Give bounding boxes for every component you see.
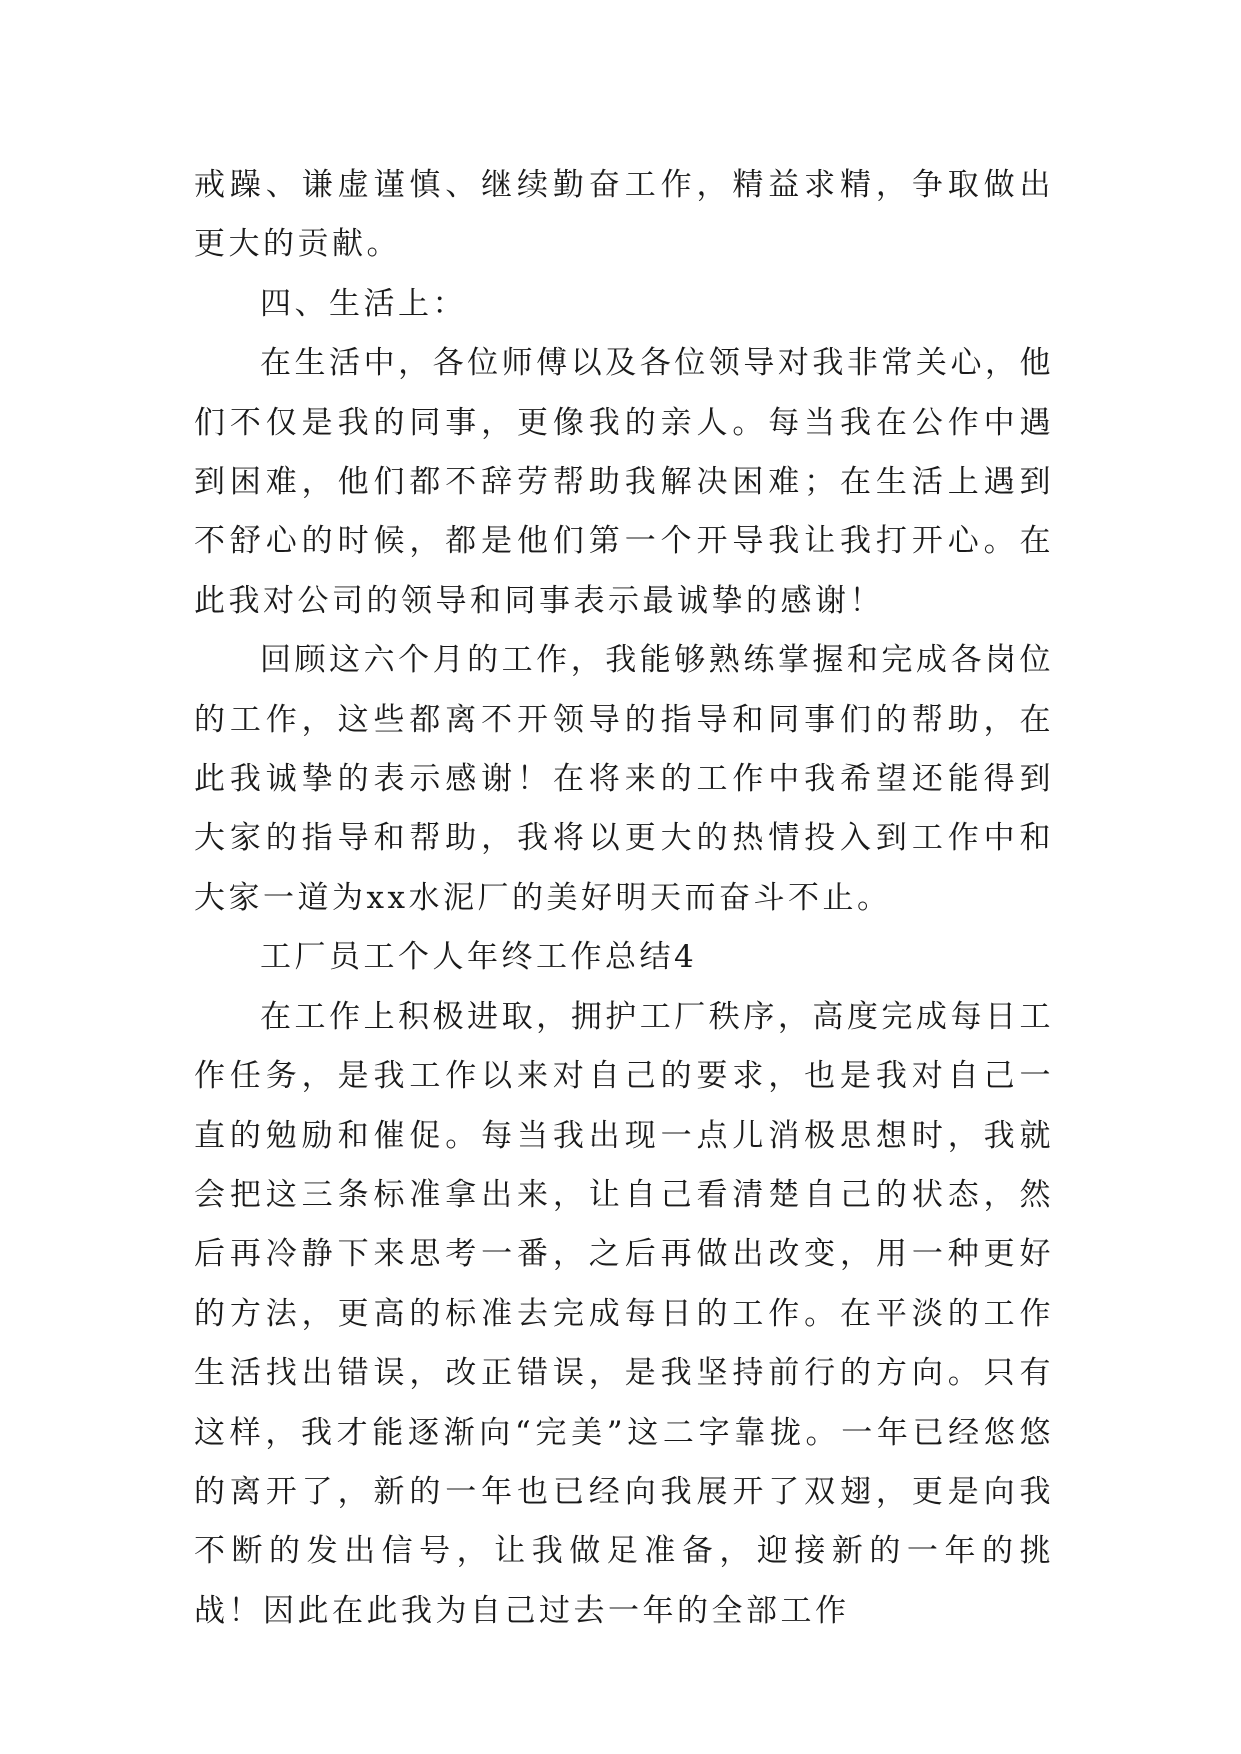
paragraph-work: 在工作上积极进取，拥护工厂秩序，高度完成每日工作任务，是我工作以来对自己的要求，也是我对自己一直的勉励和催促。每当我出现一点儿消极思想时，我就会把这三条标准拿出来，让自己看清楚自己的状态，然后再冷静下来思考一番，之后再做出改变，用一种更好的方法，更高的标准去完成每日的工作。在平淡的工作生活找出错误，改正错误，是我坚持前行的方向。只有这样，我才能逐渐向“完美”这二字靠拢。一年已经悠悠的离开了，新的一年也已经向我展开了双翅，更是向我不断的发出信号，让我做足准备，迎接新的一年的挑战！因此在此我为自己过去一年的全部工作 xyxy=(194,998,1054,1629)
section-heading-life: 四、生活上： xyxy=(260,285,467,322)
paragraph-continuation: 戒躁、谦虚谨慎、继续勤奋工作，精益求精，争取做出更大的贡献。 xyxy=(194,167,1054,263)
paragraph-review: 回顾这六个月的工作，我能够熟练掌握和完成各岗位的工作，这些都离不开领导的指导和同事们的帮助，在此我诚挚的表示感谢！在将来的工作中我希望还能得到大家的指导和帮助，我将以更大的热情投入到工作中和大家一道为xx水泥厂的美好明天而奋斗不止。 xyxy=(194,642,1054,916)
section-title-summary-4: 工厂员工个人年终工作总结4 xyxy=(260,939,698,976)
paragraph-life: 在生活中，各位师傅以及各位领导对我非常关心，他们不仅是我的同事，更像我的亲人。每当我在公作中遇到困难，他们都不辞劳帮助我解决困难；在生活上遇到不舒心的时候，都是他们第一个开导我让我打开心。在此我对公司的领导和同事表示最诚挚的感谢！ xyxy=(194,345,1054,619)
document-body xyxy=(194,156,1054,1641)
